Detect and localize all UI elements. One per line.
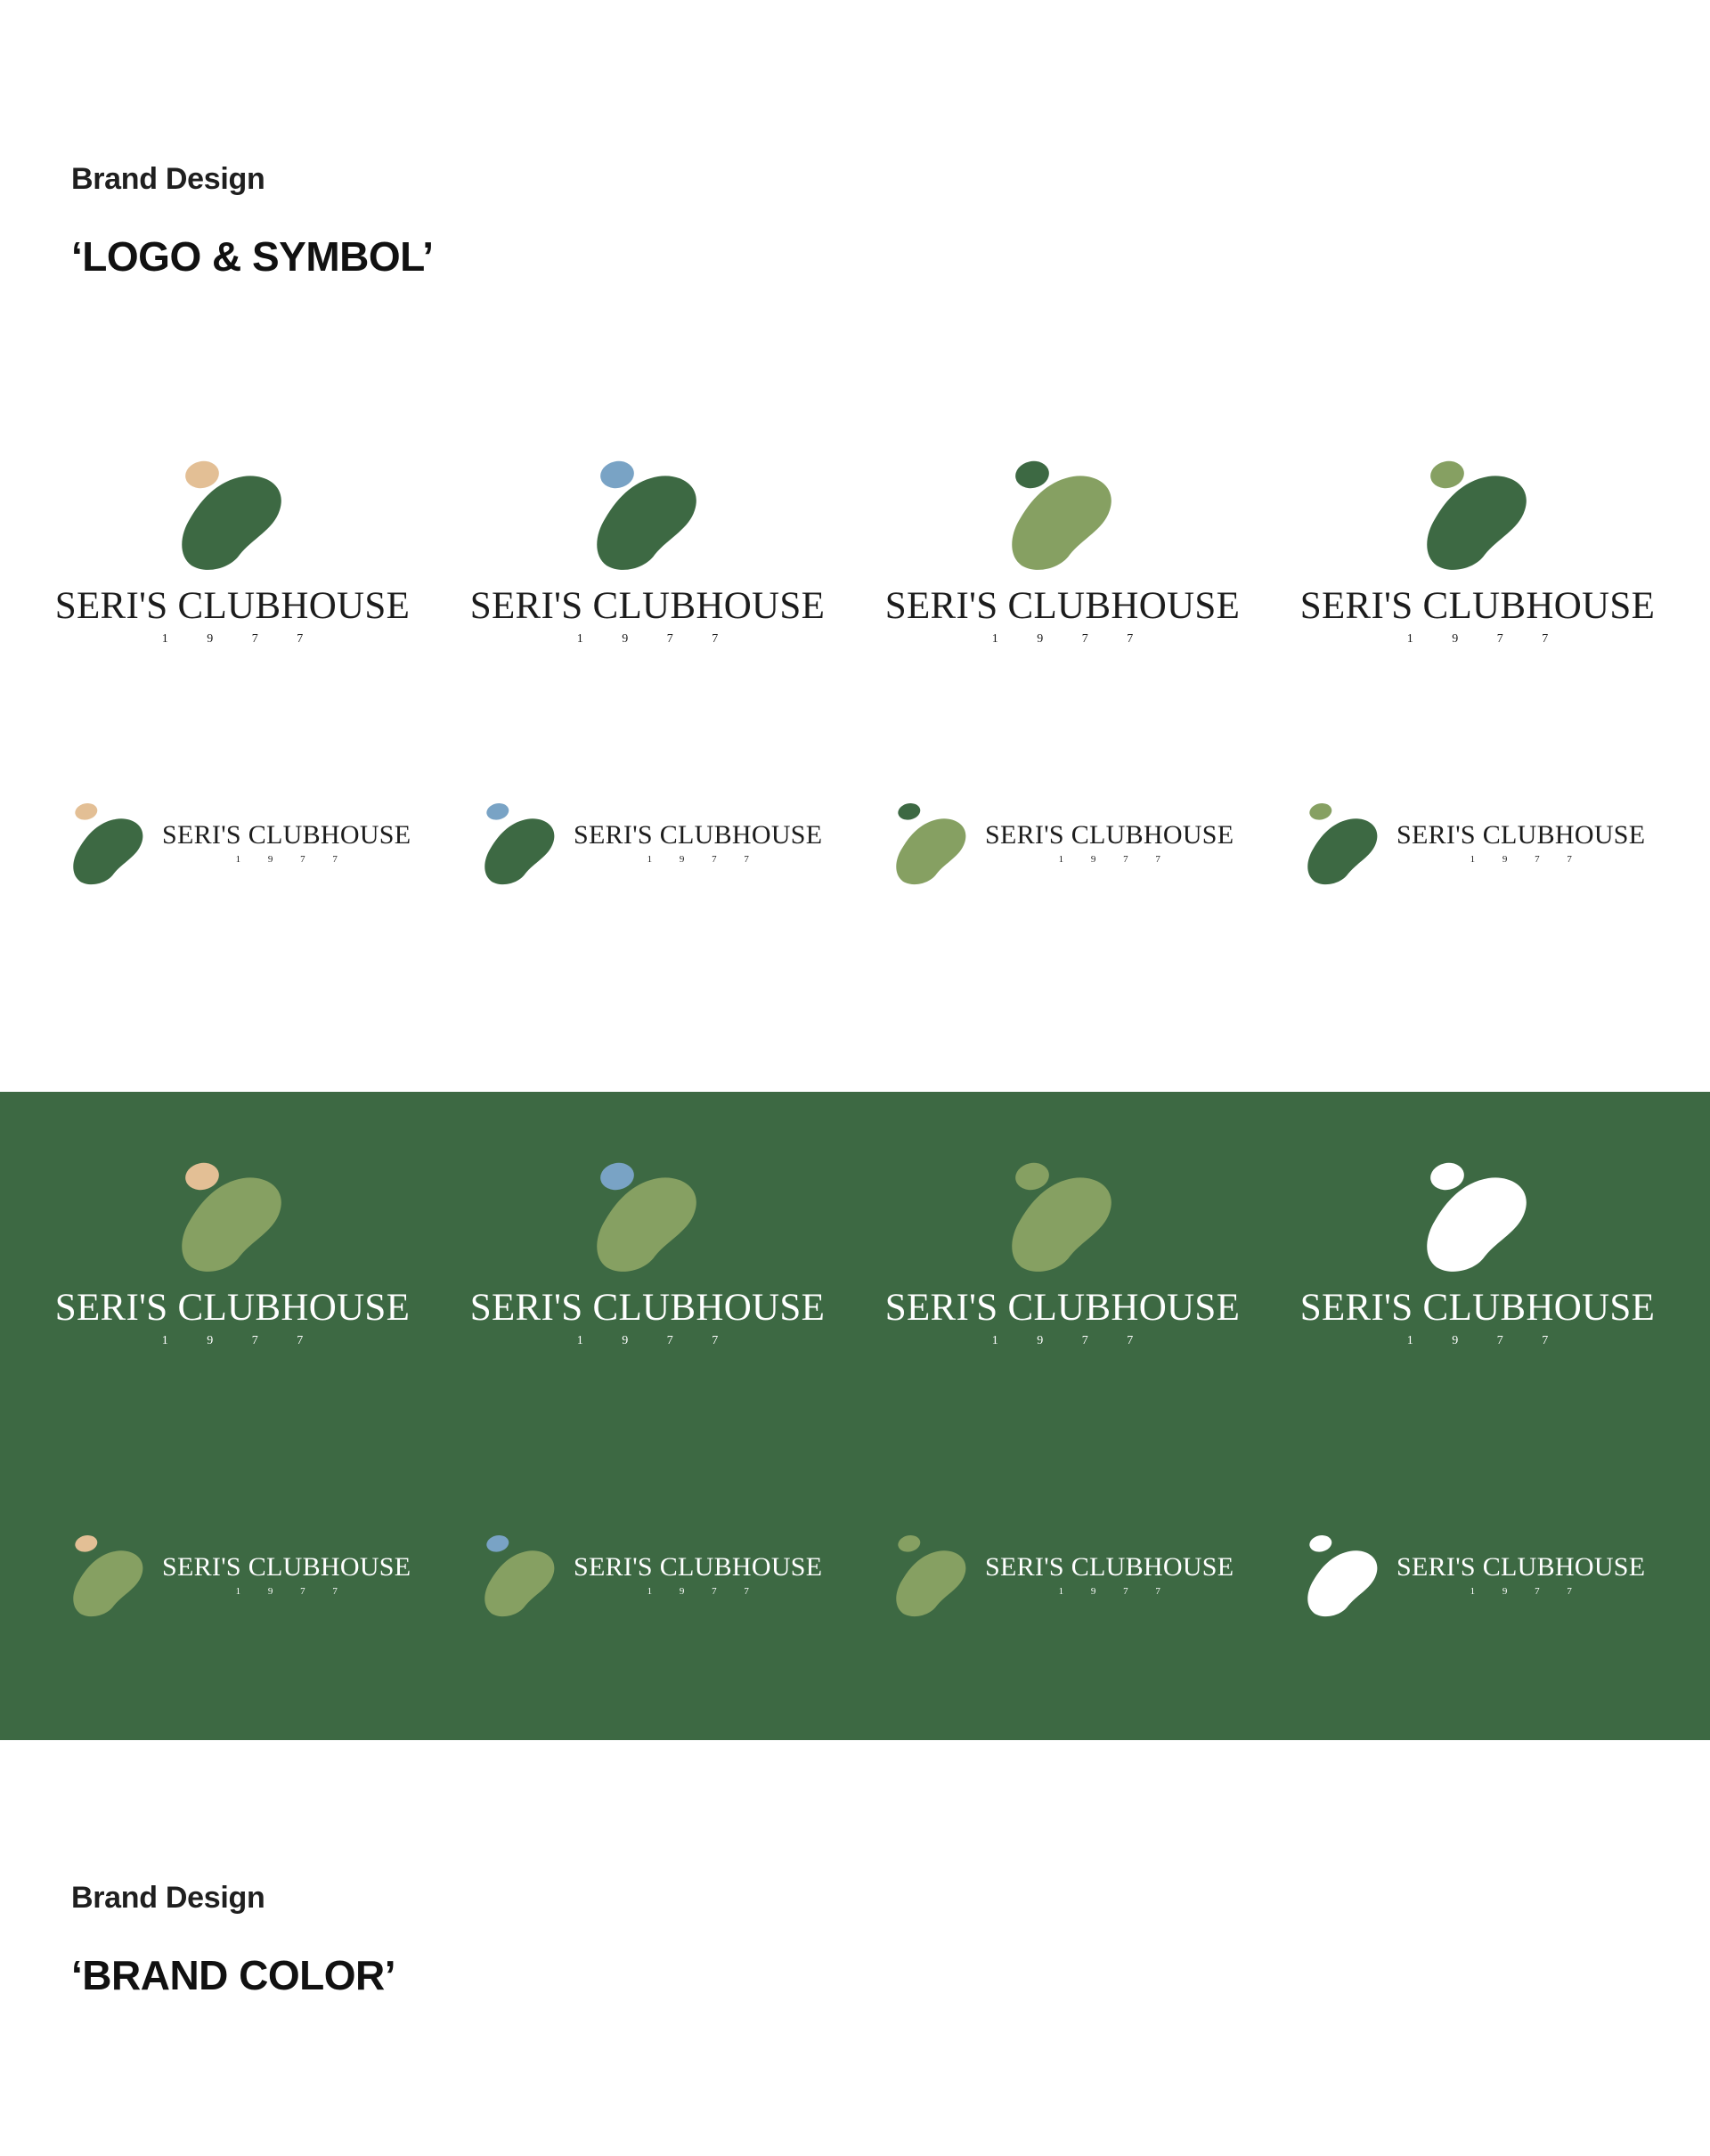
- logo-year: 1 9 7 7: [161, 632, 322, 646]
- horizontal-logo: [894, 1534, 1309, 1617]
- logo-year: 1 9 7 7: [647, 1586, 761, 1597]
- logo-wordmark: SERI'S CLUBHOUSE: [574, 820, 823, 850]
- logo-year: 1 9 7 7: [1470, 854, 1584, 865]
- blob-logo-icon: [1009, 1160, 1116, 1274]
- vertical-logo: [855, 459, 1270, 647]
- logo-wordmark: SERI'S CLUBHOUSE: [1396, 1552, 1646, 1582]
- vertical-logo: [440, 1160, 855, 1348]
- vertical-logo: [855, 1160, 1270, 1348]
- horizontal-logo: [1306, 801, 1710, 885]
- blob-logo-icon: [594, 1160, 701, 1274]
- logo-year: 1 9 7 7: [235, 1586, 350, 1597]
- blob-logo-icon: [894, 801, 969, 885]
- section-title: ‘BRAND COLOR’: [71, 1952, 396, 1998]
- logo-year: 1 9 7 7: [1058, 854, 1173, 865]
- blob-logo-icon: [1424, 459, 1531, 573]
- horizontal-logo: [483, 801, 898, 885]
- logo-wordmark: SERI'S CLUBHOUSE: [884, 585, 1241, 627]
- logo-wordmark: SERI'S CLUBHOUSE: [162, 1552, 411, 1582]
- blob-logo-icon: [483, 801, 558, 885]
- logo-year: 1 9 7 7: [991, 632, 1152, 646]
- logo-year: 1 9 7 7: [1470, 1586, 1584, 1597]
- logo-wordmark: SERI'S CLUBHOUSE: [54, 585, 411, 627]
- logo-wordmark: SERI'S CLUBHOUSE: [469, 1287, 826, 1329]
- blob-logo-icon: [1306, 801, 1380, 885]
- blob-logo-icon: [483, 1534, 558, 1617]
- vertical-logo: [1270, 1160, 1685, 1348]
- blob-logo-icon: [1009, 459, 1116, 573]
- logo-year: 1 9 7 7: [161, 1334, 322, 1347]
- section-eyebrow: Brand Design: [71, 1881, 265, 1915]
- horizontal-logo: [483, 1534, 898, 1617]
- logo-year: 1 9 7 7: [1058, 1586, 1173, 1597]
- logo-wordmark: SERI'S CLUBHOUSE: [54, 1287, 411, 1329]
- blob-logo-icon: [594, 459, 701, 573]
- logo-wordmark: SERI'S CLUBHOUSE: [1299, 585, 1656, 627]
- logo-wordmark: SERI'S CLUBHOUSE: [574, 1552, 823, 1582]
- logo-year: 1 9 7 7: [991, 1334, 1152, 1347]
- vertical-logo: [25, 1160, 440, 1348]
- blob-logo-icon: [1424, 1160, 1531, 1274]
- blob-logo-icon: [179, 459, 286, 573]
- logo-wordmark: SERI'S CLUBHOUSE: [985, 1552, 1234, 1582]
- vertical-logo: [440, 459, 855, 647]
- logo-wordmark: SERI'S CLUBHOUSE: [469, 585, 826, 627]
- logo-year: 1 9 7 7: [647, 854, 761, 865]
- horizontal-logo: [894, 801, 1309, 885]
- color-section-header: [71, 1881, 395, 1999]
- horizontal-logo: [1306, 1534, 1710, 1617]
- logo-year: 1 9 7 7: [235, 854, 350, 865]
- logo-year: 1 9 7 7: [1406, 632, 1567, 646]
- logo-section-header: [71, 162, 434, 281]
- logo-year: 1 9 7 7: [1406, 1334, 1567, 1347]
- logo-wordmark: SERI'S CLUBHOUSE: [985, 820, 1234, 850]
- vertical-logo: [1270, 459, 1685, 647]
- horizontal-logo: [71, 1534, 486, 1617]
- logo-wordmark: SERI'S CLUBHOUSE: [1396, 820, 1646, 850]
- vertical-logo: [25, 459, 440, 647]
- logo-wordmark: SERI'S CLUBHOUSE: [884, 1287, 1241, 1329]
- blob-logo-icon: [179, 1160, 286, 1274]
- blob-logo-icon: [71, 1534, 146, 1617]
- logo-year: 1 9 7 7: [576, 632, 737, 646]
- blob-logo-icon: [71, 801, 146, 885]
- blob-logo-icon: [1306, 1534, 1380, 1617]
- blob-logo-icon: [894, 1534, 969, 1617]
- logo-year: 1 9 7 7: [576, 1334, 737, 1347]
- section-title: ‘LOGO & SYMBOL’: [71, 233, 434, 280]
- horizontal-logo: [71, 801, 486, 885]
- section-eyebrow: Brand Design: [71, 162, 265, 196]
- logo-wordmark: SERI'S CLUBHOUSE: [1299, 1287, 1656, 1329]
- logo-wordmark: SERI'S CLUBHOUSE: [162, 820, 411, 850]
